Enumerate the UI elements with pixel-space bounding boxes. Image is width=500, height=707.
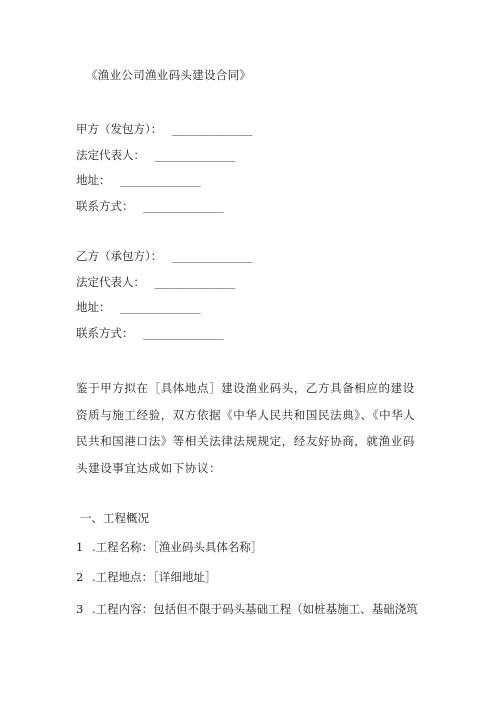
party-b-address-blank: ______________: [120, 300, 201, 314]
party-a-label: 甲方（发包方）：: [76, 122, 163, 136]
party-b-line: [76, 248, 252, 264]
party-a-address-line: [76, 172, 201, 188]
party-b-contact-line: [76, 325, 224, 341]
party-a-blank: ______________: [171, 122, 253, 136]
party-a-rep-line: [76, 147, 235, 163]
party-b-rep-line: [76, 274, 235, 290]
list-item-text: .工程内容：包括但不限于码头基础工程（如桩基施工、基础浇筑: [92, 602, 418, 616]
party-b-address-line: [76, 299, 201, 315]
party-b-label: 乙方（承包方）：: [76, 249, 163, 263]
party-b-rep-blank: ______________: [154, 275, 236, 289]
list-item-text: .工程名称：［渔业码头具体名称］: [92, 540, 263, 554]
party-b-contact-blank: ______________: [143, 326, 224, 340]
list-item-number: 2: [76, 570, 84, 584]
party-a-contact-blank: ______________: [143, 199, 224, 213]
party-b-address-label: 地址：: [76, 300, 111, 314]
party-a-rep-label: 法定代表人：: [76, 148, 145, 162]
party-a-rep-blank: ______________: [154, 148, 236, 162]
party-a-address-label: 地址：: [76, 173, 111, 187]
list-item: [76, 569, 216, 585]
party-b-rep-label: 法定代表人：: [76, 275, 145, 289]
list-item-number: 1: [76, 540, 84, 554]
list-item-number: 3: [76, 602, 84, 616]
list-item-text: .工程地点：［详细地址］: [92, 570, 217, 584]
party-b-contact-label: 联系方式：: [76, 326, 134, 340]
document-title: 《渔业公司渔业码头建设合同》: [86, 68, 252, 82]
party-a-contact-label: 联系方式：: [76, 199, 134, 213]
list-item: [76, 539, 262, 555]
section-heading: 一、工程概况: [80, 511, 149, 525]
party-a-line: [76, 121, 252, 137]
list-item: [76, 601, 418, 617]
party-b-blank: ______________: [171, 249, 253, 263]
party-a-address-blank: ______________: [120, 173, 201, 187]
intro-paragraph: 鉴于甲方拟在［具体地点］建设渔业码头，乙方具备相应的建设资质与施工经验，双方依据《中华人民共和国民法典》、《中华人民共和国港口法》等相关法律法规规定，经友好协商，就渔业码头建设事宜达成如下协议：: [76, 381, 416, 475]
party-a-contact-line: [76, 198, 224, 214]
